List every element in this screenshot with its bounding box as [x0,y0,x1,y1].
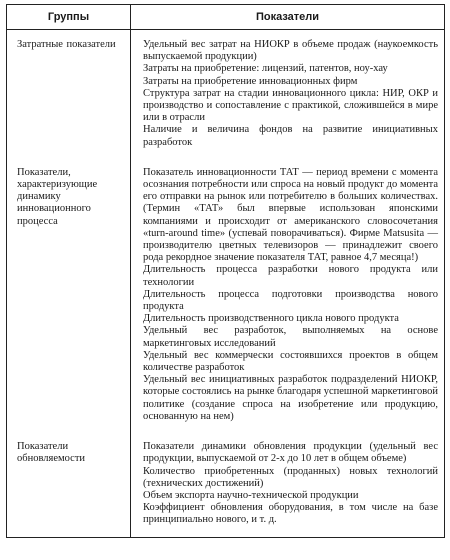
indicators-cell [131,423,445,537]
indicator-list [131,167,444,423]
indicator-list [131,39,444,149]
indicator-item: Длительность производственного цикла нового продукта [143,313,399,325]
indicator-list [131,441,444,526]
group-cell [7,30,131,149]
indicator-item: Затраты на приобретение: лицензий, патентов, ноу-хау [143,63,388,75]
indicator-item: Количество приобретенных (проданных) новых технологий (технических достижений) [143,465,438,489]
indicators-table [6,4,445,538]
indicators-cell [131,30,445,149]
indicator-item: Коэффициент обновления оборудования, в том числе на базе принципиально нового, и т. д. [143,502,438,526]
indicator-item: Затраты на приобретение инновационных фирм [143,75,358,87]
table-row-dynamics [7,149,445,423]
indicator-item: Показатели динамики обновления продукции (удельный вес продукции, выпускаемой от 2-х до 10 лет в общем объеме) [143,441,438,465]
header-row [7,5,445,30]
indicator-item: Удельный вес затрат на НИОКР в объеме продаж (наукоемкость выпускаемой продукции) [143,39,438,63]
group-name: Показатели, характеризующие динамику инновационного процесса [17,166,98,227]
table-row-cost [7,30,445,149]
group-cell [7,423,131,537]
indicators-cell [131,149,445,423]
group-name: Затратные показатели [17,39,116,50]
indicator-item: Длительность процесса разработки нового продукта или технологии [143,264,438,288]
indicator-item: Наличие и величина фондов на развитие инициативных разработок [143,124,438,148]
table-row-renewal [7,423,445,537]
header-indicators: Показатели [131,5,445,30]
indicator-item: Удельный вес разработок, выполняемых на основе маркетинговых исследований [143,325,438,349]
indicator-item: Показатель инновационности ТАТ — период времени с момента осознания потребности или спроса на новый продукт до момента его отправки на рынок или потребителю в больших количествах. (Термин «ТАТ» был впервые использован японскими компаниями и происходит от американского словосочетания «turn-around time» (успевай поворачиваться). Фирме Matsusita — производителю цветных телевизоров — принадлежит своего рода рекордное значение показателя ТАТ, равное 4,7 месяца!) [143,166,438,264]
indicator-item: Объем экспорта научно-технической продукции [143,489,359,501]
group-name: Показатели обновляемости [17,441,86,465]
indicator-item: Удельный вес инициативных разработок подразделений НИОКР, которые состоялись на рынке благодаря успешной маркетинговой политике (создание спроса на изобретение или продукцию, основанную на нем) [143,374,438,422]
group-cell [7,149,131,423]
indicator-item: Длительность процесса подготовки производства нового продукта [143,288,438,313]
indicator-item: Удельный вес коммерчески состоявшихся проектов в общем количестве разработок [143,349,438,374]
header-groups: Группы [7,5,131,30]
indicator-item: Структура затрат на стадии инновационного цикла: НИР, ОКР и производство и сопоставление с практикой, сложившейся в мире или в отрасли [143,87,438,124]
